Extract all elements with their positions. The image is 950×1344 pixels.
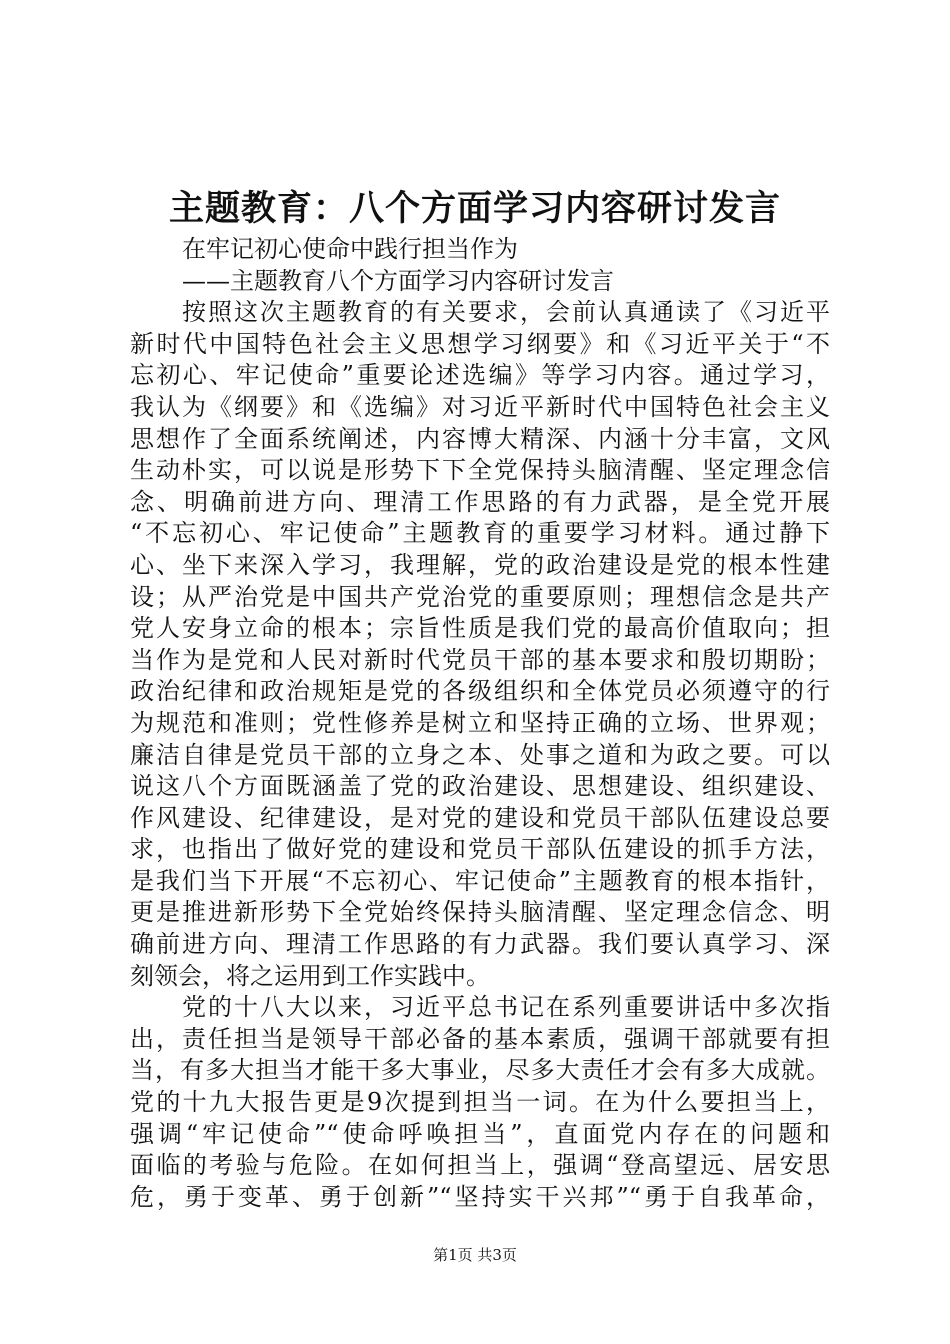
text-line: 在牢记初心使命中践行担当作为 xyxy=(182,235,518,263)
text-line: 当作为是党和人民对新时代党员干部的基本要求和殷切期盼； xyxy=(130,645,830,674)
text-line: 生动朴实，可以说是形势下下全党保持头脑清醒、坚定理念信 xyxy=(130,456,830,485)
text-line: 是我们当下开展“不忘初心、牢记使命”主题教育的根本指针， xyxy=(130,866,830,895)
document-body xyxy=(130,234,830,1213)
text-line: 出，责任担当是领导干部必备的基本素质，强调干部就要有担 xyxy=(130,1024,830,1053)
text-line: 念、明确前进方向、理清工作思路的有力武器，是全党开展 xyxy=(130,487,830,516)
text-line: “不忘初心、牢记使命”主题教育的重要学习材料。通过静下 xyxy=(130,519,830,548)
text-line: 党人安身立命的根本；宗旨性质是我们党的最高价值取向；担 xyxy=(130,614,830,643)
text-line: 更是推进新形势下全党始终保持头脑清醒、坚定理念信念、明 xyxy=(130,898,830,927)
text-line: 强调“牢记使命”“使命呼唤担当”，直面党内存在的问题和 xyxy=(130,1119,830,1148)
page-footer: 第1页 共3页 xyxy=(433,1246,517,1264)
text-line: 我认为《纲要》和《选编》对习近平新时代中国特色社会主义 xyxy=(130,392,830,421)
text-line: 新时代中国特色社会主义思想学习纲要》和《习近平关于“不 xyxy=(130,329,830,358)
text-line: 按照这次主题教育的有关要求，会前认真通读了《习近平 xyxy=(182,298,830,327)
text-line: 政治纪律和政治规矩是党的各级组织和全体党员必须遵守的行 xyxy=(130,677,830,706)
text-line: ——主题教育八个方面学习内容研讨发言 xyxy=(182,266,614,295)
text-line: 党的十九大报告更是9次提到担当一词。在为什么要担当上， xyxy=(130,1088,830,1117)
text-line: 面临的考验与危险。在如何担当上，强调“登高望远、居安思 xyxy=(130,1151,830,1180)
text-line: 设；从严治党是中国共产党治党的重要原则；理想信念是共产 xyxy=(130,582,830,611)
text-line: 确前进方向、理清工作思路的有力武器。我们要认真学习、深 xyxy=(130,930,830,959)
text-line: 忘初心、牢记使命”重要论述选编》等学习内容。通过学习， xyxy=(130,361,830,390)
text-line: 危，勇于变革、勇于创新”“坚持实干兴邦”“勇于自我革命， xyxy=(130,1182,830,1211)
text-line: 作风建设、纪律建设，是对党的建设和党员干部队伍建设总要 xyxy=(130,803,830,832)
text-line: 求，也指出了做好党的建设和党员干部队伍建设的抓手方法， xyxy=(130,835,830,864)
text-line: 思想作了全面系统阐述，内容博大精深、内涵十分丰富，文风 xyxy=(130,424,830,453)
text-line: 党的十八大以来，习近平总书记在系列重要讲话中多次指 xyxy=(182,993,830,1022)
text-line: 说这八个方面既涵盖了党的政治建设、思想建设、组织建设、 xyxy=(130,772,830,801)
text-line: 当，有多大担当才能干多大事业，尽多大责任才会有多大成就。 xyxy=(130,1056,830,1085)
text-line: 为规范和准则；党性修养是树立和坚持正确的立场、世界观； xyxy=(130,708,830,737)
document-title: 主题教育：八个方面学习内容研讨发言 xyxy=(168,188,781,229)
text-line: 廉洁自律是党员干部的立身之本、处事之道和为政之要。可以 xyxy=(130,740,830,769)
text-line: 刻领会，将之运用到工作实践中。 xyxy=(130,961,490,990)
text-line: 心、坐下来深入学习，我理解，党的政治建设是党的根本性建 xyxy=(130,550,830,579)
